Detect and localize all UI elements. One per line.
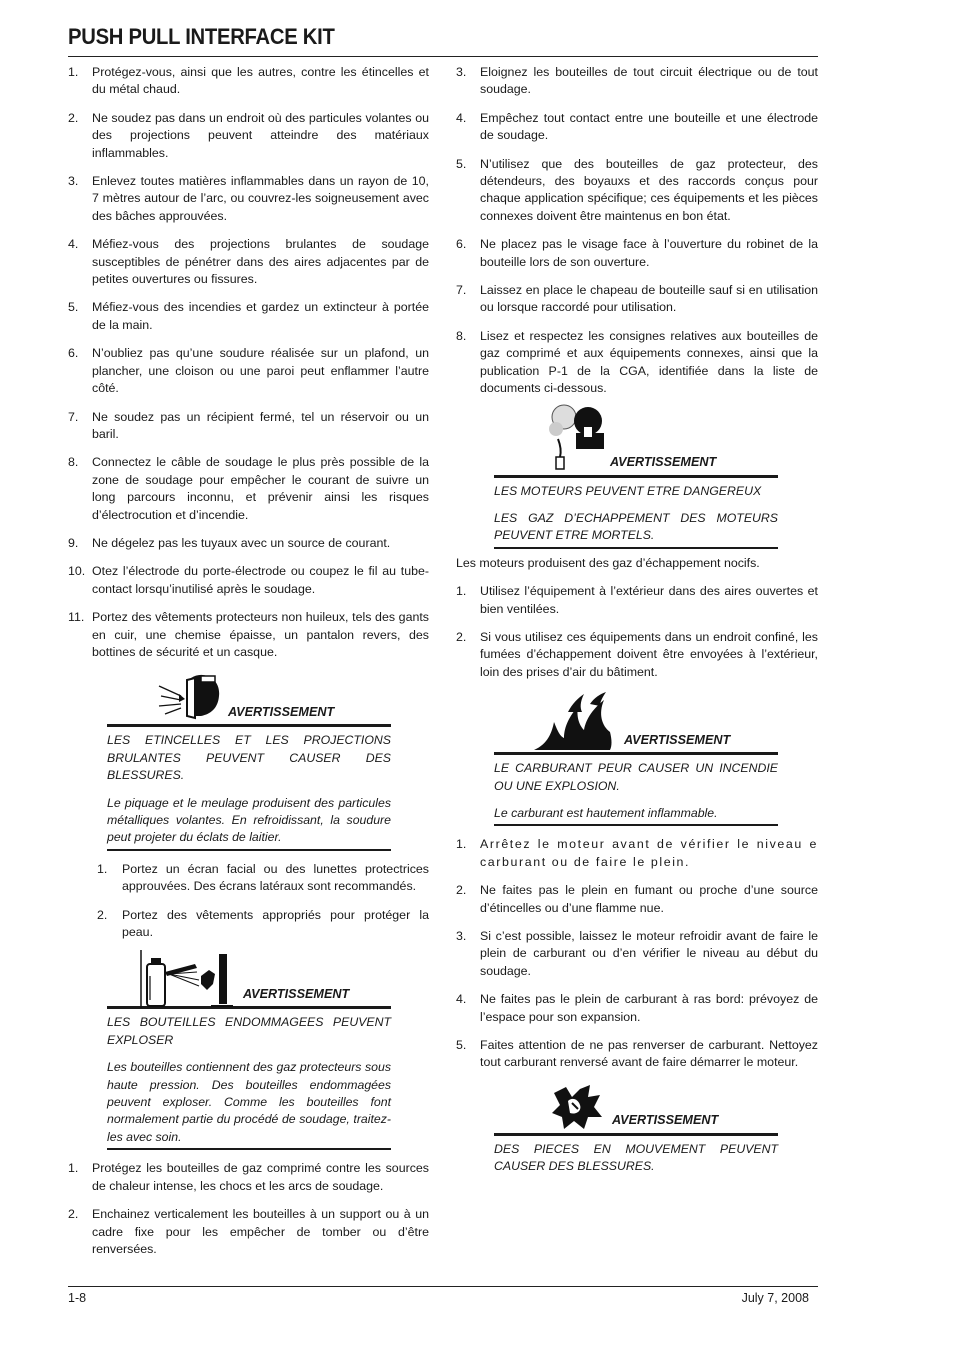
warning-label: AVERTISSEMENT xyxy=(610,454,717,470)
warning-bottom-rule xyxy=(107,1148,391,1150)
cylinder-list-continued xyxy=(456,64,818,398)
list-item: 5. Faites attention de ne pas renverser de carburant. Nettoyez tout carburant renversé avant de faire démarrer le moteur. xyxy=(456,1038,818,1070)
warning-text: Les bouteilles contiennent des gaz protecteurs sous haute pression. Des bouteilles endommagées peuvent exploser. Comme les bouteilles font normalement partie du procédé de soudage, traitez-les avec soin. xyxy=(107,1060,391,1144)
warning-engines xyxy=(494,403,778,549)
page-title: PUSH PULL INTERFACE KIT xyxy=(68,24,335,49)
list-item: 1. Utilisez l’équipement à l’extérieur dans des aires ouvertes et bien ventilées. xyxy=(456,584,818,616)
list-item: 1. Portez un écran facial ou des lunettes protectrices approuvées. Des écrans latéraux sont recommandés. xyxy=(97,861,429,894)
flames-icon xyxy=(534,692,614,755)
footer-rule xyxy=(68,1286,818,1287)
list-item: 5. Méfiez-vous des incendies et gardez un extincteur à portée de la main. xyxy=(68,300,429,332)
list-item: 4. Ne faites pas le plein de carburant à ras bord: prévoyez de l’espace pour son expansion. xyxy=(456,992,818,1024)
warning-bottom-rule xyxy=(107,849,391,851)
warning-label: AVERTISSEMENT xyxy=(624,731,731,747)
list-item: 6. Ne placez pas le visage face à l’ouverture du robinet de la bouteille lors de son ouverture. xyxy=(456,237,818,269)
sparks-list xyxy=(97,861,429,942)
warning-sparks xyxy=(107,672,391,850)
warning-title: LES MOTEURS PEUVENT ETRE DANGEREUX xyxy=(494,483,762,498)
cylinder-list xyxy=(68,1160,429,1258)
list-item: 3. Eloignez les bouteilles de tout circuit électrique ou de tout soudage. xyxy=(456,65,818,97)
warning-title: LES BOUTEILLES ENDOMMAGEES PEUVENT EXPLOSER xyxy=(107,1015,391,1047)
moving-parts-hand-icon xyxy=(550,1083,606,1138)
face-shield-sparks-icon xyxy=(157,672,221,729)
warning-label: AVERTISSEMENT xyxy=(243,986,350,1002)
list-item: 3. Enlevez toutes matières inflammables dans un rayon de 10, 7 mètres autour de l’arc, ou couvrez-les soigneusement avec des bâches approuvées. xyxy=(68,174,429,223)
warning-title: LE CARBURANT PEUR CAUSER UN INCENDIE OU UNE EXPLOSION. xyxy=(494,761,778,793)
list-item: 1. Arrêtez le moteur avant de vérifier le niveau e carburant ou de faire le plein. xyxy=(456,837,818,869)
list-item: 2. Si vous utilisez ces équipements dans un endroit confiné, les fumées d’échappement doivent être envoyées à l’extérieur, loin des prises d’air du bâtiment. xyxy=(456,629,818,679)
engine-exhaust-icon xyxy=(548,403,608,478)
warning-text: Le piquage et le meulage produisent des particules métalliques volantes. En refroidissant, la soudure peut projeter du éclats de laitier. xyxy=(107,795,391,845)
list-item: 8. Lisez et respectez les consignes relatives aux bouteilles de gaz comprimé et aux équipements connexes, ainsi que la publication P-1 de la CGA, identifiée dans la liste de documents ci-dessous. xyxy=(456,328,818,396)
fuel-list xyxy=(456,836,818,1071)
list-item: 1. Protégez-vous, ainsi que les autres, contre les étincelles et du métal chaud. xyxy=(68,65,429,97)
warning-label: AVERTISSEMENT xyxy=(612,1112,719,1128)
list-item: 9. Ne dégelez pas les tuyaux avec un source de courant. xyxy=(68,535,391,550)
list-item: 4. Méfiez-vous des projections brulantes de soudage susceptibles de pénétrer dans des aires adjacentes par de petites ouvertures ou fissures. xyxy=(68,237,429,287)
right-column xyxy=(456,64,818,1186)
warning-moving-parts xyxy=(494,1083,778,1176)
list-item: 10. Otez l’électrode du porte-électrode ou coupez le fil au tube-contact lorsqu’inutilisé après le soudage. xyxy=(68,564,429,596)
warning-cylinders xyxy=(107,950,391,1150)
warning-bottom-rule xyxy=(494,824,778,826)
list-item: 2. Ne faites pas le plein en fumant ou proche d’une source d’étincelles ou d’une flamme nue. xyxy=(456,883,818,915)
list-item: 7. Ne soudez pas un récipient fermé, tel un réservoir ou un baril. xyxy=(68,409,429,441)
footer-date: July 7, 2008 xyxy=(741,1291,809,1305)
exploding-cylinder-icon xyxy=(139,950,235,1013)
list-item: 1. Protégez les bouteilles de gaz comprimé contre les sources de chaleur intense, les chocs et les arcs de soudage. xyxy=(68,1161,429,1193)
warning-title: LES ETINCELLES ET LES PROJECTIONS BRULANTES PEUVENT CAUSER DES BLESSURES. xyxy=(107,733,391,783)
list-item: 5. N’utilisez que des bouteilles de gaz protecteur, des détendeurs, des boyauxs et des raccords conçus pour chaque application spécifique; ces équipements et les pièces connexes doivent être maintenus en bon état. xyxy=(456,156,818,223)
list-item: 2. Enchainez verticalement les bouteilles à un support ou à un cadre fixe pour les empêcher de tomber ou d’être renversées. xyxy=(68,1207,429,1256)
list-item: 2. Portez des vêtements appropriés pour protéger la peau. xyxy=(97,907,429,940)
warning-label: AVERTISSEMENT xyxy=(228,703,335,719)
header-rule xyxy=(68,56,818,57)
list-item: 3. Si c’est possible, laissez le moteur refroidir avant de faire le plein de carburant ou d’en vérifier le niveau au début du soudage. xyxy=(456,929,818,978)
warning-title: DES PIECES EN MOUVEMENT PEUVENT CAUSER DES BLESSURES. xyxy=(494,1141,778,1174)
list-item: 6. N’oubliez pas qu’une soudure réalisée sur un plafond, un plancher, une cloison ou une paroi peut enflammer l’autre côté. xyxy=(68,346,429,396)
list-item: 2. Ne soudez pas dans un endroit où des particules volantes ou des projections peuvent atteindre des matériaux inflammables. xyxy=(68,110,429,160)
warning-text: LES GAZ D’ECHAPPEMENT DES MOTEURS PEUVENT ETRE MORTELS. xyxy=(494,510,778,543)
engine-list xyxy=(456,583,818,681)
warning-bottom-rule xyxy=(494,547,778,549)
left-column xyxy=(68,64,429,1269)
warning-text: Le carburant est hautement inflammable. xyxy=(494,805,718,820)
warning-fuel xyxy=(494,692,778,826)
list-item: 8. Connectez le câble de soudage le plus près possible de la zone de soudage pour empêcher le courant de suivre un long parcours inconnu, et prévenir ainsi les risques d’électrocution et d’incendie. xyxy=(68,455,429,522)
list-item: 11. Portez des vêtements protecteurs non huileux, tels des gants en cuir, une chemise épaisse, un pantalon revers, des bottines de sécurité et un casque. xyxy=(68,610,429,659)
list-item: 7. Laissez en place le chapeau de bouteille sauf si en utilisation ou lorsque raccordé pour utilisation. xyxy=(456,283,818,315)
engines-intro: Les moteurs produisent des gaz d’échappement nocifs. xyxy=(456,555,760,570)
page-number: 1-8 xyxy=(68,1291,87,1305)
list-item: 4. Empêchez tout contact entre une bouteille et une électrode de soudage. xyxy=(456,110,818,143)
hot-work-list xyxy=(68,64,429,661)
